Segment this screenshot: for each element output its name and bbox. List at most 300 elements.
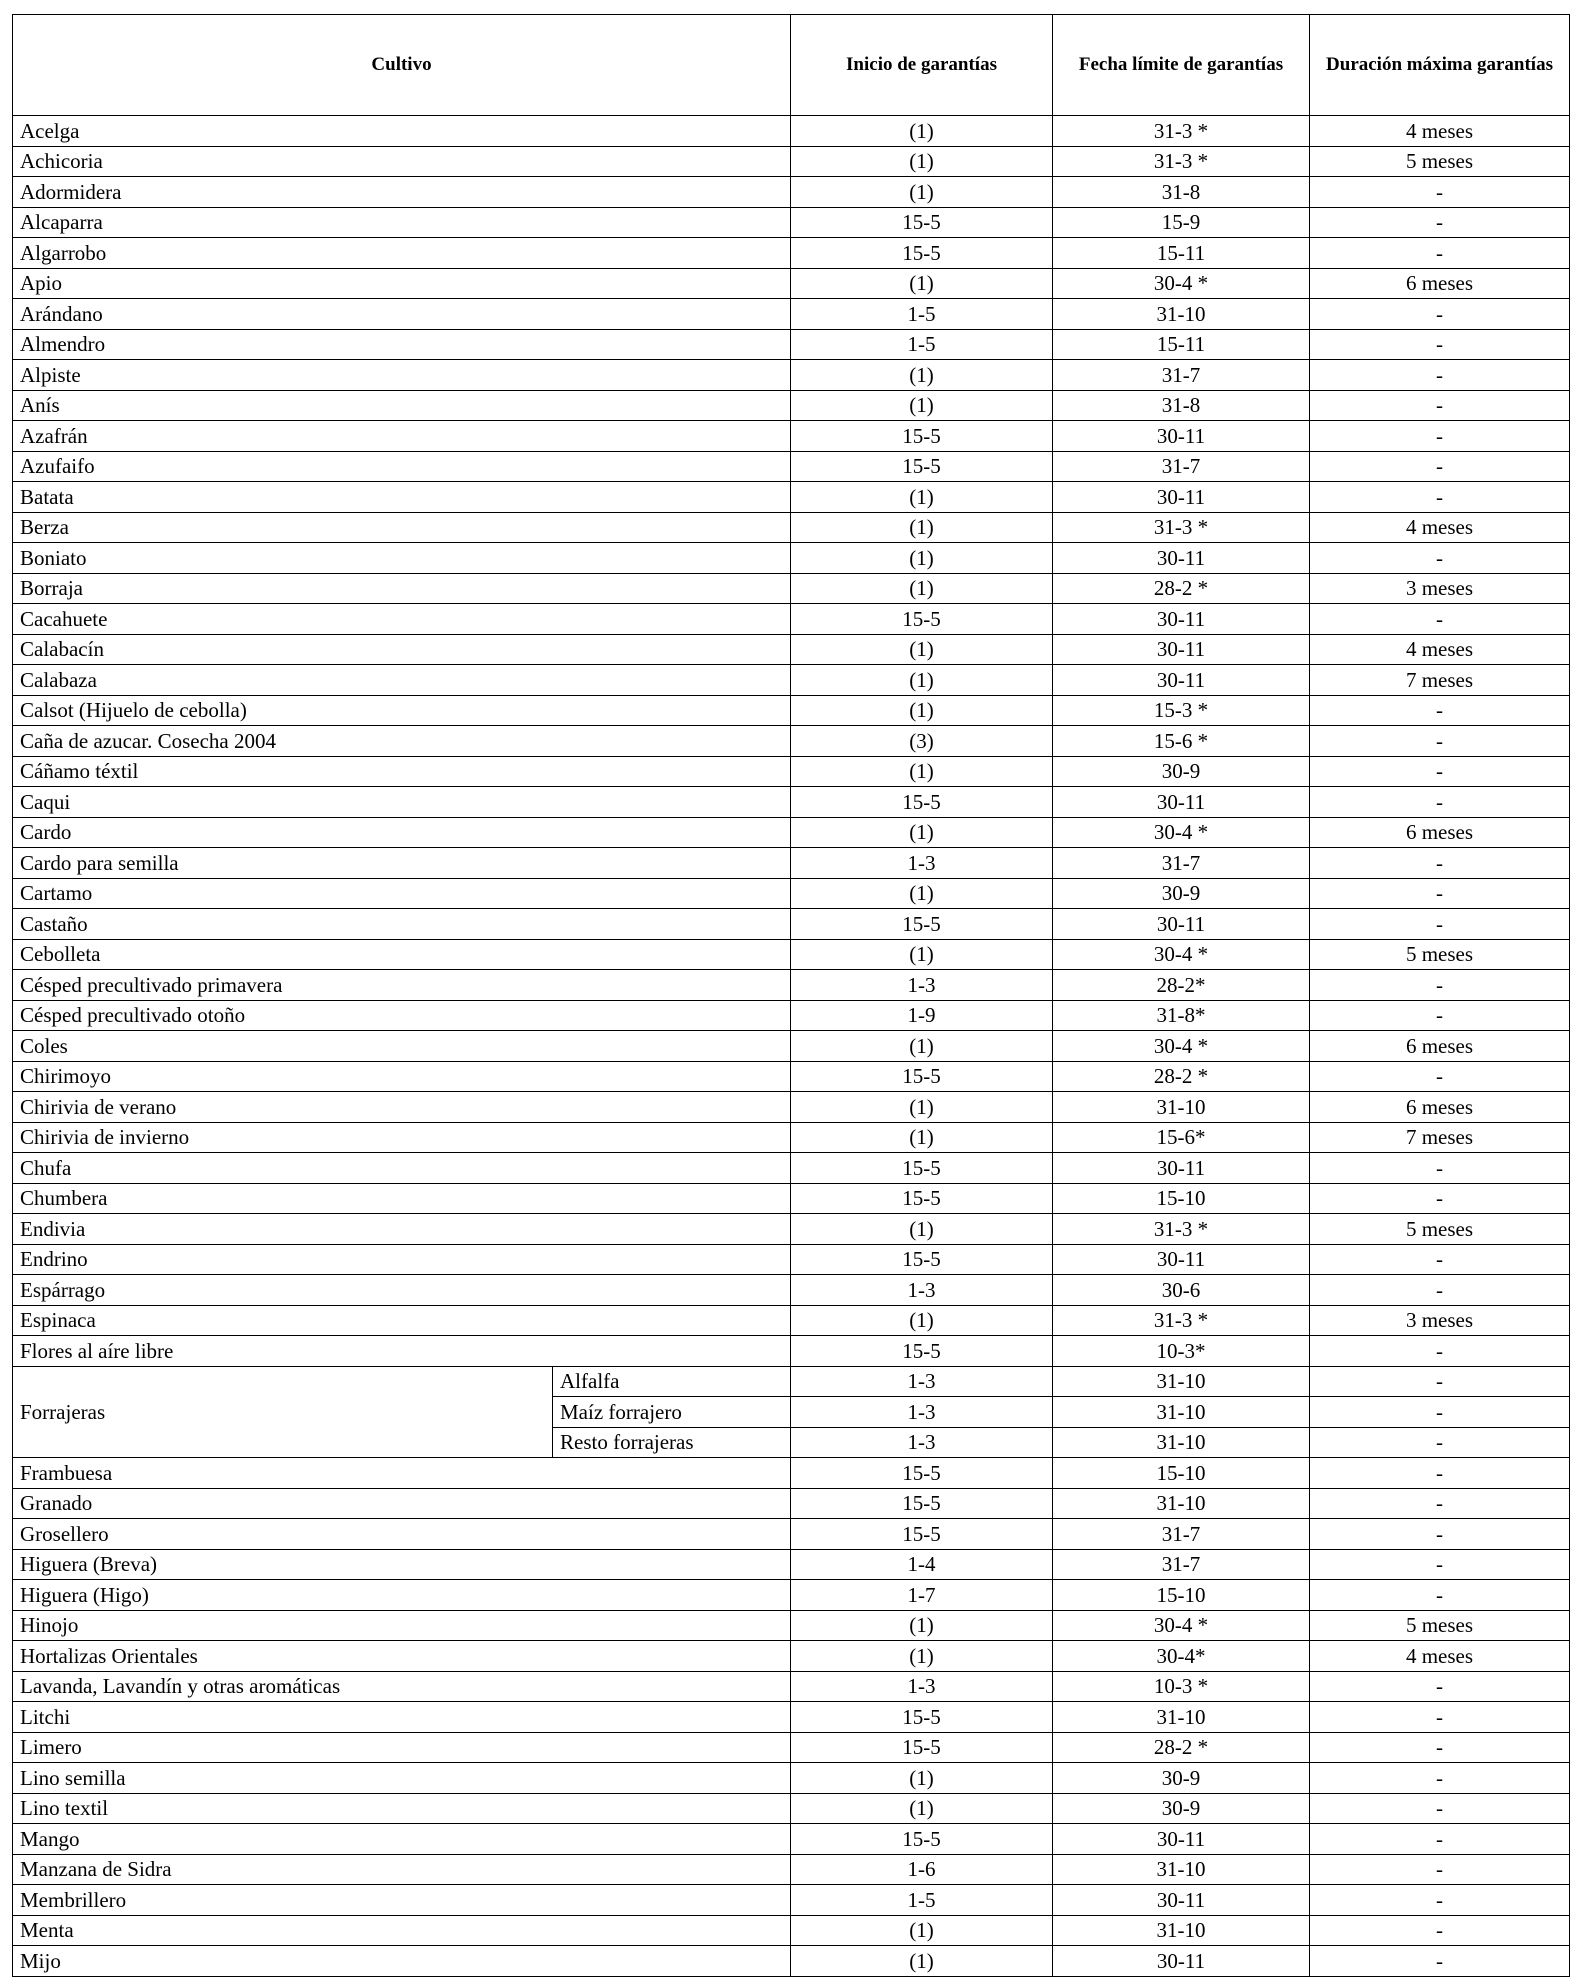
fecha-limite-cell: 15-11 xyxy=(1053,238,1310,269)
table-row xyxy=(13,1275,1570,1306)
table-row xyxy=(13,909,1570,940)
inicio-cell: (1) xyxy=(791,1031,1053,1062)
duracion-cell: - xyxy=(1310,1458,1570,1489)
cultivo-cell: Litchi xyxy=(13,1702,791,1733)
fecha-limite-cell: 30-11 xyxy=(1053,634,1310,665)
cultivo-cell: Castaño xyxy=(13,909,791,940)
fecha-limite-cell: 15-10 xyxy=(1053,1183,1310,1214)
fecha-limite-cell: 30-4 * xyxy=(1053,268,1310,299)
inicio-cell: 1-7 xyxy=(791,1580,1053,1611)
duracion-cell: - xyxy=(1310,482,1570,513)
fecha-limite-cell: 31-10 xyxy=(1053,1702,1310,1733)
inicio-cell: (1) xyxy=(791,573,1053,604)
cultivo-cell: Higuera (Breva) xyxy=(13,1549,791,1580)
duracion-cell: - xyxy=(1310,1153,1570,1184)
fecha-limite-cell: 30-11 xyxy=(1053,1946,1310,1977)
duracion-cell: 5 meses xyxy=(1310,1610,1570,1641)
fecha-limite-cell: 30-4 * xyxy=(1053,1610,1310,1641)
cultivo-cell: Achicoria xyxy=(13,146,791,177)
cultivo-cell: Chirivia de verano xyxy=(13,1092,791,1123)
duracion-cell: - xyxy=(1310,1885,1570,1916)
cultivo-cell: Granado xyxy=(13,1488,791,1519)
fecha-limite-cell: 31-7 xyxy=(1053,848,1310,879)
inicio-cell: 1-3 xyxy=(791,1275,1053,1306)
inicio-cell: (1) xyxy=(791,1915,1053,1946)
table-row xyxy=(13,177,1570,208)
cultivo-cell: Espárrago xyxy=(13,1275,791,1306)
inicio-cell: 1-5 xyxy=(791,1885,1053,1916)
duracion-cell: - xyxy=(1310,1732,1570,1763)
fecha-limite-cell: 28-2 * xyxy=(1053,573,1310,604)
inicio-cell: 1-3 xyxy=(791,1366,1053,1397)
table-row xyxy=(13,878,1570,909)
duracion-cell: 6 meses xyxy=(1310,268,1570,299)
table-row xyxy=(13,1641,1570,1672)
cultivo-cell: Batata xyxy=(13,482,791,513)
cultivo-cell: Apio xyxy=(13,268,791,299)
inicio-cell: 15-5 xyxy=(791,451,1053,482)
table-row xyxy=(13,1732,1570,1763)
cultivo-cell: Espinaca xyxy=(13,1305,791,1336)
inicio-cell: 15-5 xyxy=(791,1732,1053,1763)
duracion-cell: 4 meses xyxy=(1310,634,1570,665)
table-row xyxy=(13,1580,1570,1611)
table-row xyxy=(13,665,1570,696)
fecha-limite-cell: 30-9 xyxy=(1053,1793,1310,1824)
duracion-cell: - xyxy=(1310,1824,1570,1855)
cultivo-cell: Manzana de Sidra xyxy=(13,1854,791,1885)
duracion-cell: - xyxy=(1310,1671,1570,1702)
duracion-cell: - xyxy=(1310,787,1570,818)
inicio-cell: 15-5 xyxy=(791,1458,1053,1489)
duracion-cell: - xyxy=(1310,1702,1570,1733)
fecha-limite-cell: 15-3 * xyxy=(1053,695,1310,726)
duracion-cell: - xyxy=(1310,543,1570,574)
inicio-cell: (1) xyxy=(791,1214,1053,1245)
fecha-limite-cell: 30-11 xyxy=(1053,604,1310,635)
table-row xyxy=(13,1946,1570,1977)
duracion-cell: - xyxy=(1310,909,1570,940)
cultivo-cell: Flores al aíre libre xyxy=(13,1336,791,1367)
table-row xyxy=(13,1854,1570,1885)
inicio-cell: (1) xyxy=(791,1641,1053,1672)
duracion-cell: - xyxy=(1310,360,1570,391)
fecha-limite-cell: 15-9 xyxy=(1053,207,1310,238)
fecha-limite-cell: 28-2* xyxy=(1053,970,1310,1001)
table-row xyxy=(13,1671,1570,1702)
duracion-cell: 5 meses xyxy=(1310,146,1570,177)
cultivo-cell: Anís xyxy=(13,390,791,421)
fecha-limite-cell: 30-4 * xyxy=(1053,939,1310,970)
duracion-cell: - xyxy=(1310,1427,1570,1458)
table-row xyxy=(13,1610,1570,1641)
table-row xyxy=(13,482,1570,513)
table-row xyxy=(13,421,1570,452)
duracion-cell: 6 meses xyxy=(1310,817,1570,848)
table-row xyxy=(13,116,1570,147)
cultivo-cell: Calsot (Hijuelo de cebolla) xyxy=(13,695,791,726)
inicio-cell: (3) xyxy=(791,726,1053,757)
fecha-limite-cell: 31-10 xyxy=(1053,299,1310,330)
table-header xyxy=(13,15,1570,116)
fecha-limite-cell: 30-11 xyxy=(1053,543,1310,574)
inicio-cell: (1) xyxy=(791,756,1053,787)
inicio-cell: (1) xyxy=(791,817,1053,848)
table-row xyxy=(13,848,1570,879)
duracion-cell: - xyxy=(1310,878,1570,909)
inicio-cell: 15-5 xyxy=(791,787,1053,818)
cultivo-cell: Alpiste xyxy=(13,360,791,391)
cultivo-cell: Endivia xyxy=(13,1214,791,1245)
fecha-limite-cell: 31-7 xyxy=(1053,360,1310,391)
inicio-cell: 1-3 xyxy=(791,848,1053,879)
fecha-limite-cell: 30-11 xyxy=(1053,1824,1310,1855)
cultivo-cell: Lino semilla xyxy=(13,1763,791,1794)
fecha-limite-cell: 30-11 xyxy=(1053,909,1310,940)
duracion-cell: 6 meses xyxy=(1310,1092,1570,1123)
table-row xyxy=(13,1488,1570,1519)
duracion-cell: - xyxy=(1310,1366,1570,1397)
fecha-limite-cell: 28-2 * xyxy=(1053,1061,1310,1092)
table-row xyxy=(13,817,1570,848)
inicio-cell: (1) xyxy=(791,634,1053,665)
duracion-cell: 7 meses xyxy=(1310,665,1570,696)
duracion-cell: - xyxy=(1310,1549,1570,1580)
fecha-limite-cell: 30-11 xyxy=(1053,1244,1310,1275)
table-row xyxy=(13,360,1570,391)
cultivo-cell: Césped precultivado primavera xyxy=(13,970,791,1001)
inicio-cell: 15-5 xyxy=(791,604,1053,635)
fecha-limite-cell: 30-9 xyxy=(1053,878,1310,909)
cultivo-cell: Hortalizas Orientales xyxy=(13,1641,791,1672)
table-row xyxy=(13,726,1570,757)
duracion-cell: - xyxy=(1310,695,1570,726)
table-row xyxy=(13,451,1570,482)
fecha-limite-cell: 31-10 xyxy=(1053,1854,1310,1885)
duracion-cell: 4 meses xyxy=(1310,1641,1570,1672)
cultivo-cell: Berza xyxy=(13,512,791,543)
fecha-limite-cell: 15-11 xyxy=(1053,329,1310,360)
fecha-limite-cell: 31-3 * xyxy=(1053,512,1310,543)
inicio-cell: 15-5 xyxy=(791,238,1053,269)
inicio-cell: 1-4 xyxy=(791,1549,1053,1580)
inicio-cell: (1) xyxy=(791,1763,1053,1794)
inicio-cell: (1) xyxy=(791,695,1053,726)
cultivo-cell: Chirimoyo xyxy=(13,1061,791,1092)
forrajeras-subtype-cell: Alfalfa xyxy=(553,1366,791,1397)
table-row xyxy=(13,970,1570,1001)
fecha-limite-cell: 31-7 xyxy=(1053,451,1310,482)
table-row xyxy=(13,787,1570,818)
inicio-cell: 15-5 xyxy=(791,1153,1053,1184)
duracion-cell: - xyxy=(1310,1275,1570,1306)
header-duracion: Duración máxima garantías xyxy=(1310,15,1570,116)
table-row xyxy=(13,939,1570,970)
table-row xyxy=(13,1824,1570,1855)
inicio-cell: 1-3 xyxy=(791,1397,1053,1428)
table-row xyxy=(13,1763,1570,1794)
duracion-cell: - xyxy=(1310,604,1570,635)
table-row xyxy=(13,1244,1570,1275)
table-row xyxy=(13,268,1570,299)
fecha-limite-cell: 10-3* xyxy=(1053,1336,1310,1367)
fecha-limite-cell: 31-10 xyxy=(1053,1915,1310,1946)
duracion-cell: - xyxy=(1310,451,1570,482)
fecha-limite-cell: 30-6 xyxy=(1053,1275,1310,1306)
duracion-cell: - xyxy=(1310,421,1570,452)
duracion-cell: - xyxy=(1310,1580,1570,1611)
fecha-limite-cell: 31-10 xyxy=(1053,1488,1310,1519)
header-fecha-limite: Fecha límite de garantías xyxy=(1053,15,1310,116)
duracion-cell: - xyxy=(1310,207,1570,238)
inicio-cell: (1) xyxy=(791,543,1053,574)
duracion-cell: 5 meses xyxy=(1310,939,1570,970)
fecha-limite-cell: 31-7 xyxy=(1053,1549,1310,1580)
header-inicio: Inicio de garantías xyxy=(791,15,1053,116)
cultivo-cell: Algarrobo xyxy=(13,238,791,269)
header-cultivo: Cultivo xyxy=(13,15,791,116)
document-page xyxy=(12,14,1569,1977)
table-row xyxy=(13,299,1570,330)
inicio-cell: 15-5 xyxy=(791,1488,1053,1519)
inicio-cell: (1) xyxy=(791,116,1053,147)
cultivo-cell: Grosellero xyxy=(13,1519,791,1550)
table-row xyxy=(13,1000,1570,1031)
duracion-cell: - xyxy=(1310,1000,1570,1031)
inicio-cell: 15-5 xyxy=(791,909,1053,940)
table-row xyxy=(13,1458,1570,1489)
duracion-cell: - xyxy=(1310,1915,1570,1946)
duracion-cell: - xyxy=(1310,299,1570,330)
cultivo-cell: Menta xyxy=(13,1915,791,1946)
fecha-limite-cell: 31-8 xyxy=(1053,390,1310,421)
duracion-cell: 7 meses xyxy=(1310,1122,1570,1153)
duracion-cell: 5 meses xyxy=(1310,1214,1570,1245)
cultivo-cell: Mango xyxy=(13,1824,791,1855)
cultivo-cell: Frambuesa xyxy=(13,1458,791,1489)
duracion-cell: 4 meses xyxy=(1310,512,1570,543)
fecha-limite-cell: 30-11 xyxy=(1053,482,1310,513)
inicio-cell: 1-6 xyxy=(791,1854,1053,1885)
duracion-cell: - xyxy=(1310,1061,1570,1092)
inicio-cell: (1) xyxy=(791,1610,1053,1641)
inicio-cell: 1-3 xyxy=(791,1427,1053,1458)
cultivo-cell: Calabaza xyxy=(13,665,791,696)
inicio-cell: (1) xyxy=(791,390,1053,421)
fecha-limite-cell: 30-11 xyxy=(1053,1885,1310,1916)
inicio-cell: (1) xyxy=(791,146,1053,177)
inicio-cell: (1) xyxy=(791,1305,1053,1336)
cultivo-cell: Almendro xyxy=(13,329,791,360)
table-row xyxy=(13,1183,1570,1214)
cultivo-cell: Cacahuete xyxy=(13,604,791,635)
fecha-limite-cell: 30-9 xyxy=(1053,756,1310,787)
inicio-cell: (1) xyxy=(791,939,1053,970)
inicio-cell: 15-5 xyxy=(791,421,1053,452)
inicio-cell: 15-5 xyxy=(791,1519,1053,1550)
duracion-cell: - xyxy=(1310,238,1570,269)
table-row xyxy=(13,543,1570,574)
inicio-cell: 1-9 xyxy=(791,1000,1053,1031)
fecha-limite-cell: 31-3 * xyxy=(1053,1305,1310,1336)
cultivo-cell: Chirivia de invierno xyxy=(13,1122,791,1153)
cultivo-cell: Lino textil xyxy=(13,1793,791,1824)
duracion-cell: 4 meses xyxy=(1310,116,1570,147)
table-row xyxy=(13,695,1570,726)
cultivo-cell: Azafrán xyxy=(13,421,791,452)
inicio-cell: (1) xyxy=(791,878,1053,909)
fecha-limite-cell: 30-11 xyxy=(1053,421,1310,452)
table-row xyxy=(13,1153,1570,1184)
fecha-limite-cell: 31-10 xyxy=(1053,1397,1310,1428)
table-row xyxy=(13,1885,1570,1916)
table-row xyxy=(13,238,1570,269)
cultivo-cell: Limero xyxy=(13,1732,791,1763)
fecha-limite-cell: 31-7 xyxy=(1053,1519,1310,1550)
cultivo-cell: Arándano xyxy=(13,299,791,330)
inicio-cell: 15-5 xyxy=(791,1183,1053,1214)
duracion-cell: 3 meses xyxy=(1310,573,1570,604)
inicio-cell: 15-5 xyxy=(791,1244,1053,1275)
table-row xyxy=(13,1519,1570,1550)
cultivo-cell: Endrino xyxy=(13,1244,791,1275)
table-row xyxy=(13,1549,1570,1580)
inicio-cell: (1) xyxy=(791,360,1053,391)
duracion-cell: - xyxy=(1310,1793,1570,1824)
table-row xyxy=(13,634,1570,665)
cultivo-cell: Alcaparra xyxy=(13,207,791,238)
duracion-cell: - xyxy=(1310,848,1570,879)
cultivo-cell: Acelga xyxy=(13,116,791,147)
duracion-cell: - xyxy=(1310,1488,1570,1519)
duracion-cell: - xyxy=(1310,1763,1570,1794)
duracion-cell: - xyxy=(1310,1183,1570,1214)
inicio-cell: (1) xyxy=(791,268,1053,299)
fecha-limite-cell: 30-9 xyxy=(1053,1763,1310,1794)
inicio-cell: (1) xyxy=(791,177,1053,208)
inicio-cell: (1) xyxy=(791,482,1053,513)
inicio-cell: (1) xyxy=(791,1092,1053,1123)
table-row xyxy=(13,146,1570,177)
table-row xyxy=(13,1214,1570,1245)
cultivo-cell: Hinojo xyxy=(13,1610,791,1641)
duracion-cell: - xyxy=(1310,390,1570,421)
duracion-cell: - xyxy=(1310,756,1570,787)
table-row xyxy=(13,329,1570,360)
cultivo-cell: Membrillero xyxy=(13,1885,791,1916)
table-row xyxy=(13,390,1570,421)
forrajeras-subtype-cell: Maíz forrajero xyxy=(553,1397,791,1428)
duracion-cell: - xyxy=(1310,726,1570,757)
forrajeras-group-cell: Forrajeras xyxy=(13,1366,553,1458)
cultivo-cell: Lavanda, Lavandín y otras aromáticas xyxy=(13,1671,791,1702)
cultivo-cell: Chufa xyxy=(13,1153,791,1184)
duracion-cell: 3 meses xyxy=(1310,1305,1570,1336)
inicio-cell: (1) xyxy=(791,1793,1053,1824)
table-row xyxy=(13,756,1570,787)
table-row xyxy=(13,1702,1570,1733)
table-row xyxy=(13,604,1570,635)
table-row xyxy=(13,1061,1570,1092)
table-row xyxy=(13,512,1570,543)
duracion-cell: - xyxy=(1310,1244,1570,1275)
fecha-limite-cell: 30-4 * xyxy=(1053,817,1310,848)
table-row xyxy=(13,1336,1570,1367)
cultivo-cell: Cebolleta xyxy=(13,939,791,970)
table-row xyxy=(13,1793,1570,1824)
fecha-limite-cell: 15-10 xyxy=(1053,1458,1310,1489)
inicio-cell: 15-5 xyxy=(791,1061,1053,1092)
crop-guarantees-table xyxy=(12,14,1570,1977)
inicio-cell: 1-5 xyxy=(791,299,1053,330)
forrajeras-subtype-cell: Resto forrajeras xyxy=(553,1427,791,1458)
inicio-cell: 15-5 xyxy=(791,1336,1053,1367)
cultivo-cell: Adormidera xyxy=(13,177,791,208)
duracion-cell: 6 meses xyxy=(1310,1031,1570,1062)
duracion-cell: - xyxy=(1310,1946,1570,1977)
inicio-cell: (1) xyxy=(791,1946,1053,1977)
fecha-limite-cell: 30-11 xyxy=(1053,665,1310,696)
inicio-cell: (1) xyxy=(791,512,1053,543)
table-row xyxy=(13,1305,1570,1336)
cultivo-cell: Azufaifo xyxy=(13,451,791,482)
cultivo-cell: Boniato xyxy=(13,543,791,574)
inicio-cell: 1-5 xyxy=(791,329,1053,360)
cultivo-cell: Calabacín xyxy=(13,634,791,665)
duracion-cell: - xyxy=(1310,970,1570,1001)
fecha-limite-cell: 15-6 * xyxy=(1053,726,1310,757)
cultivo-cell: Higuera (Higo) xyxy=(13,1580,791,1611)
cultivo-cell: Césped precultivado otoño xyxy=(13,1000,791,1031)
inicio-cell: 15-5 xyxy=(791,1824,1053,1855)
fecha-limite-cell: 31-3 * xyxy=(1053,1214,1310,1245)
fecha-limite-cell: 15-10 xyxy=(1053,1580,1310,1611)
table-body xyxy=(13,116,1570,1977)
cultivo-cell: Coles xyxy=(13,1031,791,1062)
duracion-cell: - xyxy=(1310,329,1570,360)
fecha-limite-cell: 10-3 * xyxy=(1053,1671,1310,1702)
duracion-cell: - xyxy=(1310,1397,1570,1428)
fecha-limite-cell: 31-8 xyxy=(1053,177,1310,208)
duracion-cell: - xyxy=(1310,1854,1570,1885)
duracion-cell: - xyxy=(1310,1336,1570,1367)
cultivo-cell: Cardo xyxy=(13,817,791,848)
cultivo-cell: Cartamo xyxy=(13,878,791,909)
fecha-limite-cell: 31-10 xyxy=(1053,1427,1310,1458)
fecha-limite-cell: 31-3 * xyxy=(1053,116,1310,147)
table-row xyxy=(13,1915,1570,1946)
inicio-cell: 15-5 xyxy=(791,207,1053,238)
fecha-limite-cell: 28-2 * xyxy=(1053,1732,1310,1763)
table-row xyxy=(13,1366,1570,1397)
duracion-cell: - xyxy=(1310,177,1570,208)
table-row xyxy=(13,573,1570,604)
fecha-limite-cell: 30-11 xyxy=(1053,1153,1310,1184)
fecha-limite-cell: 31-3 * xyxy=(1053,146,1310,177)
header-row xyxy=(13,15,1570,116)
fecha-limite-cell: 30-4* xyxy=(1053,1641,1310,1672)
cultivo-cell: Borraja xyxy=(13,573,791,604)
fecha-limite-cell: 15-6* xyxy=(1053,1122,1310,1153)
table-row xyxy=(13,1092,1570,1123)
fecha-limite-cell: 31-10 xyxy=(1053,1366,1310,1397)
inicio-cell: 1-3 xyxy=(791,1671,1053,1702)
cultivo-cell: Caqui xyxy=(13,787,791,818)
fecha-limite-cell: 30-4 * xyxy=(1053,1031,1310,1062)
fecha-limite-cell: 30-11 xyxy=(1053,787,1310,818)
table-row xyxy=(13,207,1570,238)
fecha-limite-cell: 31-10 xyxy=(1053,1092,1310,1123)
